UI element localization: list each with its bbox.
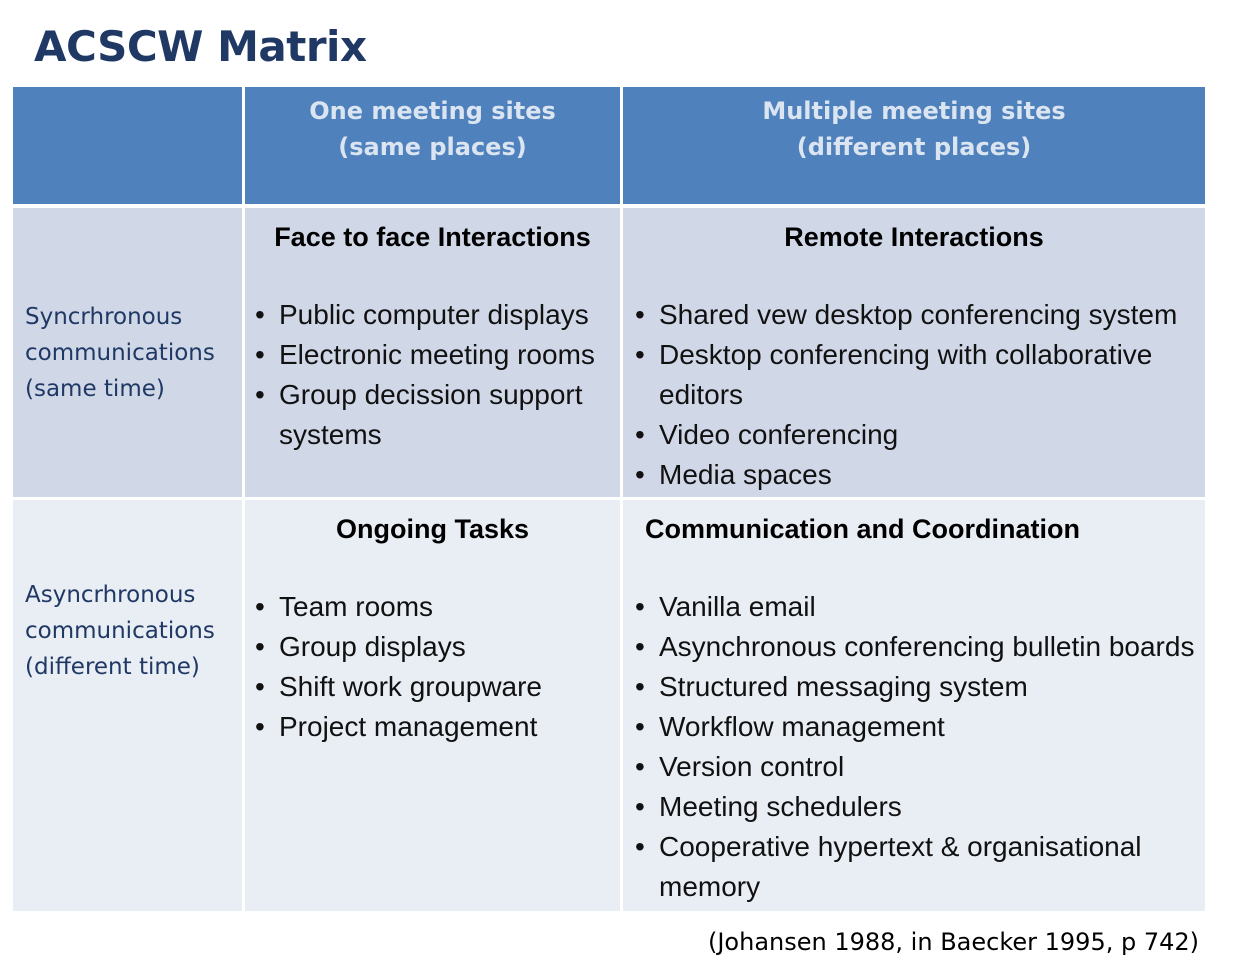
list-item: • Electronic meeting rooms — [255, 335, 595, 375]
row-label-line: (different time) — [25, 654, 200, 680]
cell-title: Communication and Coordination — [645, 514, 1080, 544]
list-item: • Asynchronous conferencing bulletin boards — [635, 627, 1194, 667]
cell-face-to-face — [245, 208, 620, 497]
header-same-places — [245, 87, 620, 204]
list-item: • Structured messaging system — [635, 667, 1194, 707]
list-item: • Group displays — [255, 627, 542, 667]
list-item: • Project management — [255, 707, 542, 747]
header-same-places-line2: (same places) — [338, 133, 527, 161]
row-label-line: (same time) — [25, 375, 165, 402]
list-item: • Group decission support — [255, 375, 595, 415]
row-label-line: Syncrhronous — [25, 303, 183, 330]
list-item-continuation: editors — [659, 379, 744, 410]
list-item: • Cooperative hypertext & organisational — [635, 827, 1194, 867]
citation: (Johansen 1988, in Baecker 1995, p 742) — [707, 928, 1199, 956]
cell-title: Remote Interactions — [784, 222, 1044, 252]
row-label-asynchronous — [13, 500, 242, 911]
list-item: • Vanilla email — [635, 587, 1194, 627]
list-item: • Version control — [635, 747, 1194, 787]
acscw-matrix-table — [13, 87, 1205, 911]
cell-title: Ongoing Tasks — [335, 514, 530, 544]
list-item: • Media spaces — [635, 455, 1177, 495]
row-label-synchronous — [13, 208, 242, 497]
item-list — [635, 587, 1194, 907]
header-different-places — [623, 87, 1205, 204]
list-item: • Video conferencing — [635, 415, 1177, 455]
cell-communication-coordination — [623, 500, 1205, 911]
item-list — [255, 295, 595, 455]
page-title: ACSCW Matrix — [34, 22, 367, 71]
list-item: • Team rooms — [255, 587, 542, 627]
row-label-line: communications — [25, 618, 215, 644]
cell-remote — [623, 208, 1205, 497]
cell-ongoing-tasks — [245, 500, 620, 911]
list-item: • Public computer displays — [255, 295, 595, 335]
list-item: • Shared vew desktop conferencing system — [635, 295, 1177, 335]
item-list — [635, 295, 1177, 495]
row-label-line: Asyncrhronous — [25, 582, 196, 608]
header-corner-cell — [13, 87, 242, 204]
row-label-line: communications — [25, 339, 215, 366]
list-item: • Shift work groupware — [255, 667, 542, 707]
header-different-places-line2: (different places) — [796, 133, 1032, 161]
header-same-places-line1: One meeting sites — [309, 97, 556, 125]
cell-title: Face to face Interactions — [274, 222, 591, 252]
item-list — [255, 587, 542, 747]
list-item: • Desktop conferencing with collaborative — [635, 335, 1177, 375]
list-item: • Meeting schedulers — [635, 787, 1194, 827]
header-different-places-line1: Multiple meeting sites — [762, 97, 1066, 125]
list-item: • Workflow management — [635, 707, 1194, 747]
list-item-continuation: memory — [659, 871, 761, 902]
list-item-continuation: systems — [279, 419, 382, 450]
